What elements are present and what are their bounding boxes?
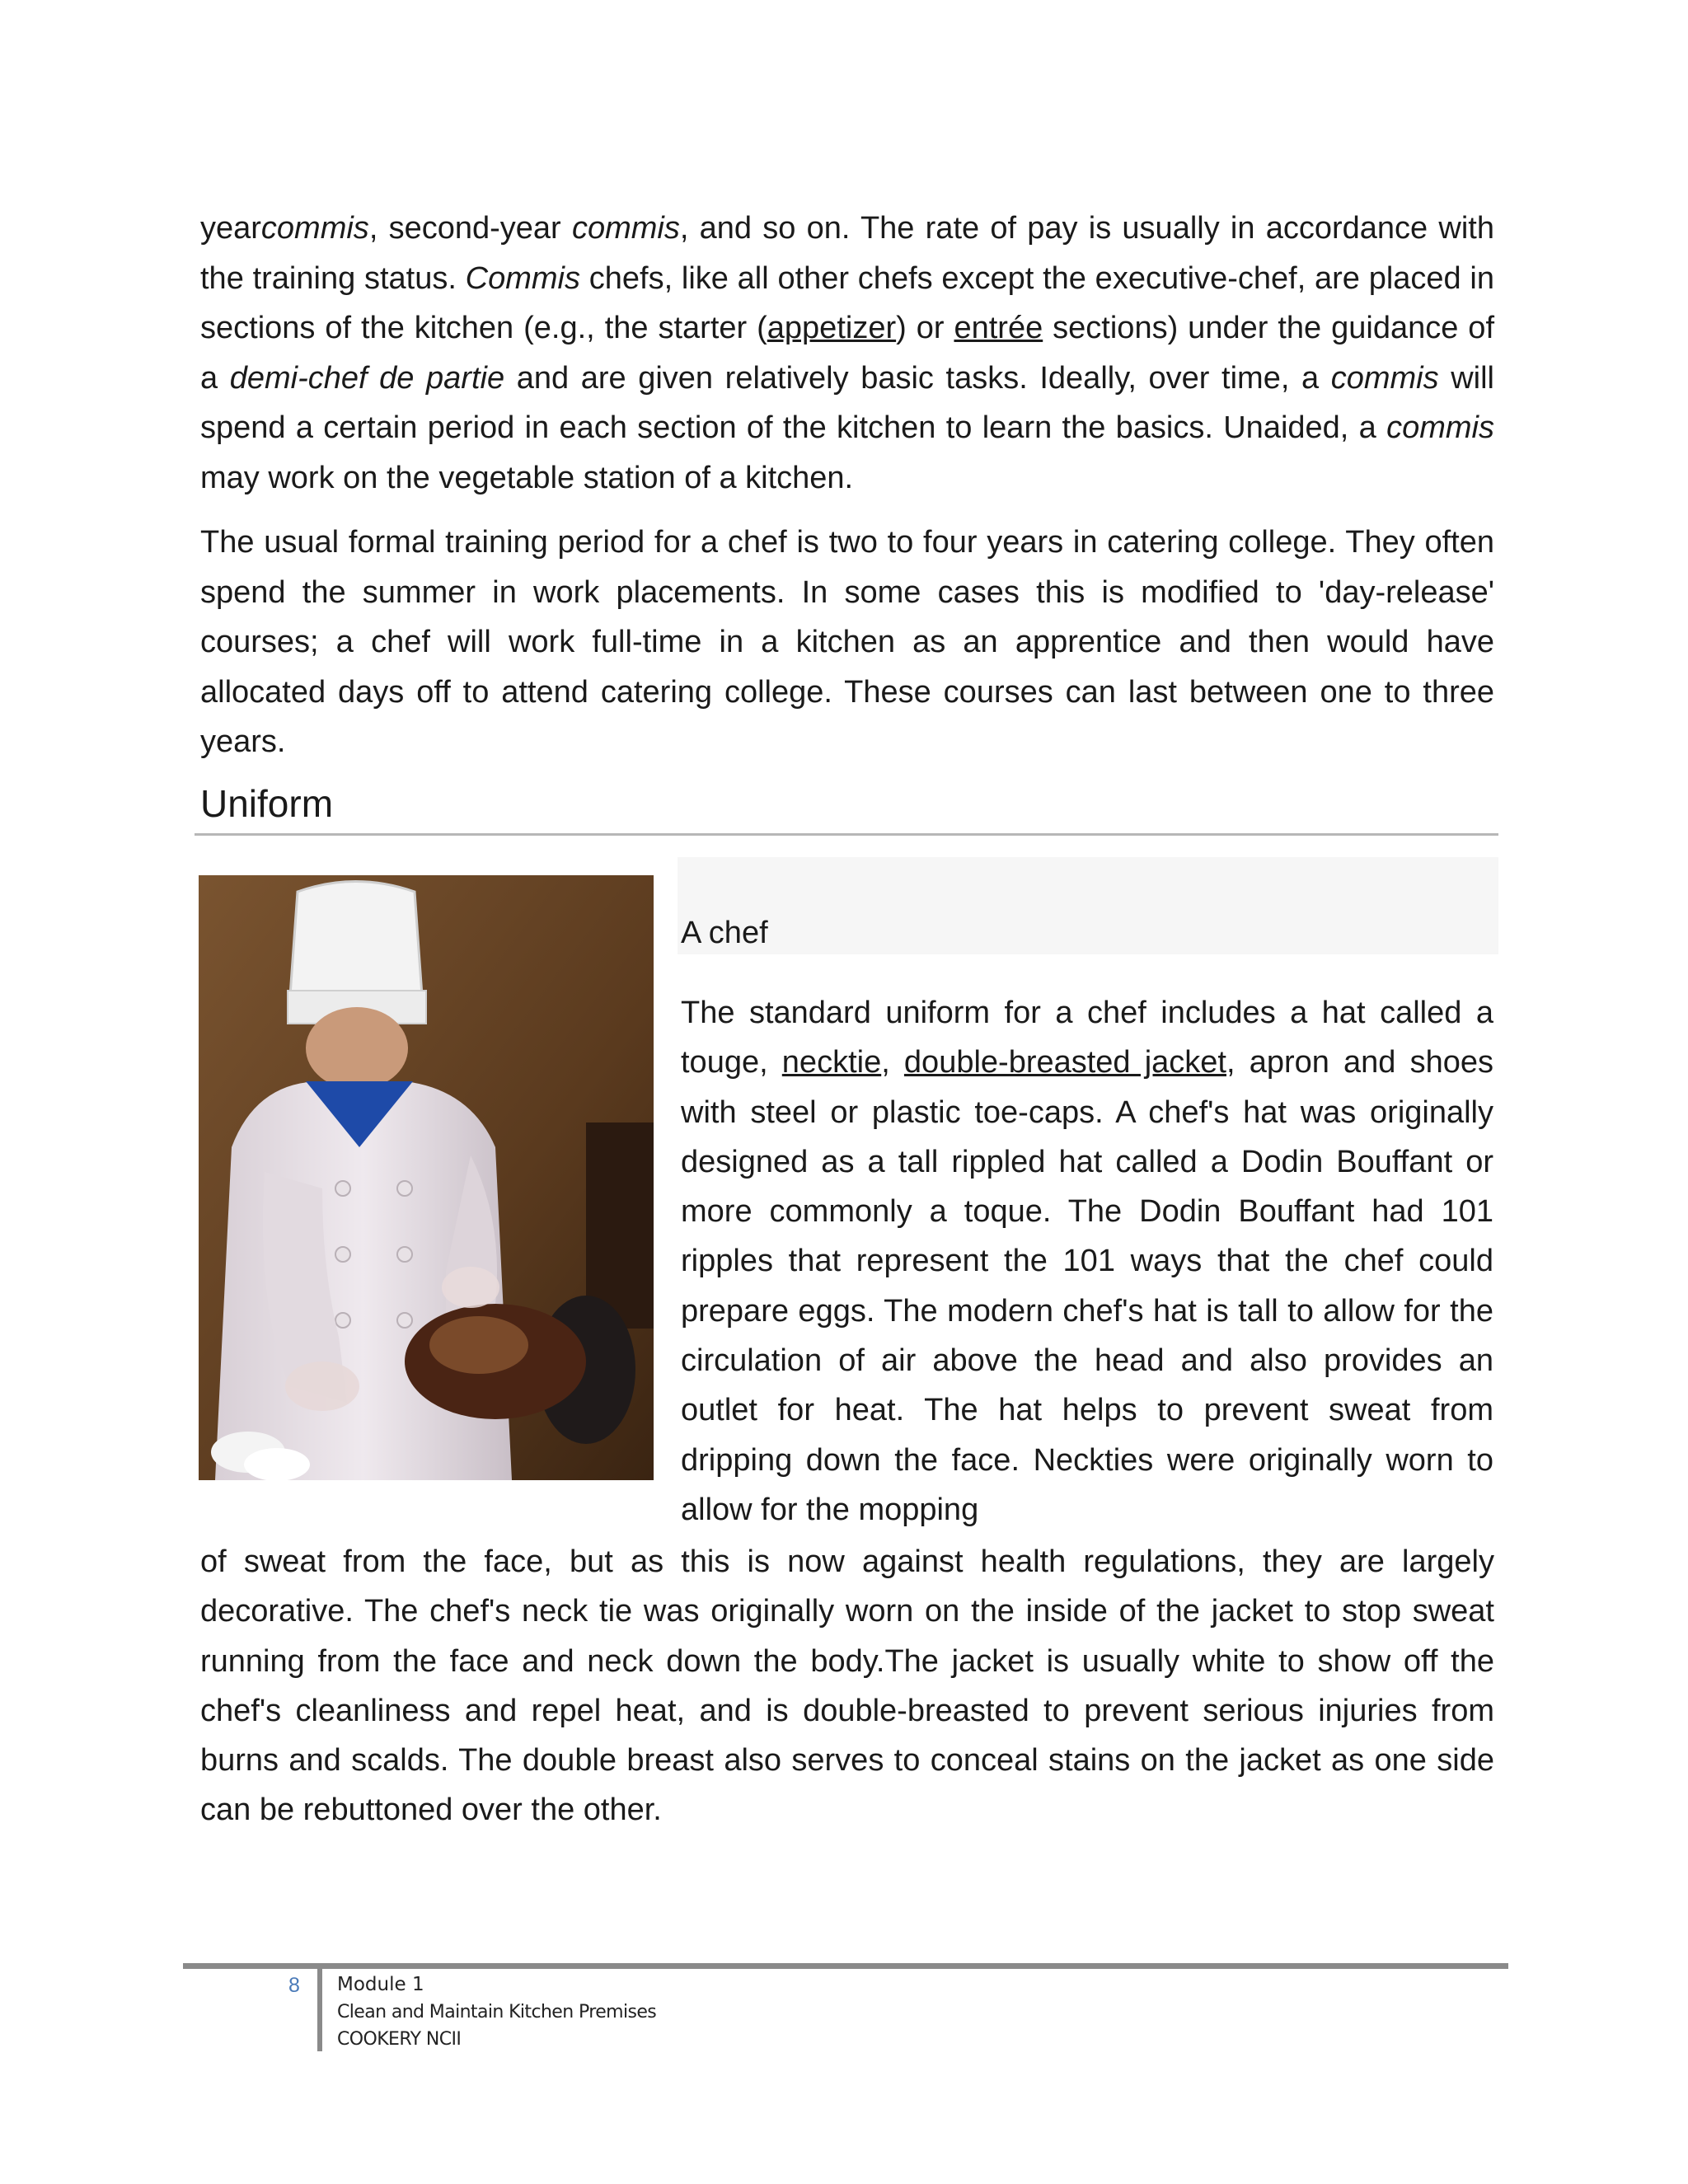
- photo-caption: A chef: [681, 916, 768, 950]
- top-text-block: [200, 204, 1494, 767]
- footer-vertical-rule: [317, 1969, 322, 2051]
- footer-text: [337, 1971, 656, 2053]
- italic-term: commis: [1330, 360, 1439, 396]
- text-run: sections) under the guidance of a: [200, 311, 1495, 396]
- footer-title: Clean and Maintain Kitchen Premises: [337, 2002, 657, 2022]
- link-text[interactable]: necktie: [781, 1045, 882, 1080]
- link-text[interactable]: entrée: [954, 311, 1043, 345]
- chef-photo: [199, 875, 654, 1480]
- footer-rule: [183, 1963, 1508, 1969]
- text-run: , and so on. The rate of pay is usually in accordance with the training status.: [200, 211, 1494, 296]
- italic-term: commis: [260, 211, 369, 246]
- text-run: ) or: [896, 311, 954, 345]
- caption-box: [678, 857, 1498, 954]
- text-run: ,: [881, 1045, 904, 1080]
- link-text[interactable]: double-breasted jacket: [903, 1045, 1226, 1080]
- text-run: chefs, like all other chefs except the executive-chef, are placed in sections of the kitchen (e.g., the starter (: [200, 260, 1494, 345]
- italic-term: commis: [571, 211, 680, 246]
- text-run: and are given relatively basic tasks. Ideally, over time, a: [504, 360, 1331, 396]
- text-run: will spend a certain period in each section of the kitchen to learn the basics. Unaided, a: [200, 360, 1494, 445]
- text-run: , second-year: [368, 211, 572, 246]
- paragraph-uniform-continued: of sweat from the face, but as this is now against health regulations, they are largely decorative. The chef's neck tie was originally worn on the inside of the jacket to stop sweat running from the face and neck down the body.The jacket is usually white to show off the chef's cleanliness and repel heat, and is double-breasted to prevent serious injuries from burns and scalds. The double breast also serves to conceal stains on the jacket as one side can be rebuttoned over the other.: [200, 1544, 1494, 1828]
- uniform-text-beside-photo: [681, 988, 1493, 1535]
- italic-term: Commis: [465, 260, 580, 296]
- footer-course: COOKERY NCII: [337, 2029, 462, 2050]
- link-text[interactable]: appetizer: [767, 311, 897, 345]
- text-run: may work on the vegetable station of a kitchen.: [200, 460, 854, 495]
- italic-term: commis: [1386, 410, 1494, 445]
- uniform-text-continued: [200, 1537, 1494, 1835]
- paragraph-commis: [200, 204, 1494, 503]
- text-run: The standard uniform for a chef includes a hat called a touge,: [681, 996, 1493, 1080]
- paragraph-training: The usual formal training period for a chef is two to four years in catering college. They often spend the summer in work placements. In some cases this is modified to 'day-release' courses; a chef will work full-time in a kitchen as an apprentice and then would have allocated days off to attend catering college. These courses can last between one to three years.: [200, 525, 1494, 759]
- page-number: 8: [288, 1974, 300, 1997]
- text-run: , apron and shoes with steel or plastic toe-caps. A chef's hat was originally designed as a tall rippled hat called a Dodin Bouffant or more commonly a toque. The Dodin Bouffant had 101 ripples that represent the 101 ways that the chef could prepare eggs. The modern chef's hat is tall to allow for the circulation of air above the head and also provides an outlet for heat. The hat helps to prevent sweat from dripping down the face. Neckties were originally worn to allow for the mopping: [681, 1045, 1493, 1527]
- footer-module: Module 1: [337, 1974, 424, 1995]
- heading-divider: [195, 833, 1498, 836]
- italic-term: demi-chef de partie: [229, 360, 505, 396]
- text-run: year: [200, 211, 261, 246]
- section-heading-uniform: Uniform: [200, 782, 334, 825]
